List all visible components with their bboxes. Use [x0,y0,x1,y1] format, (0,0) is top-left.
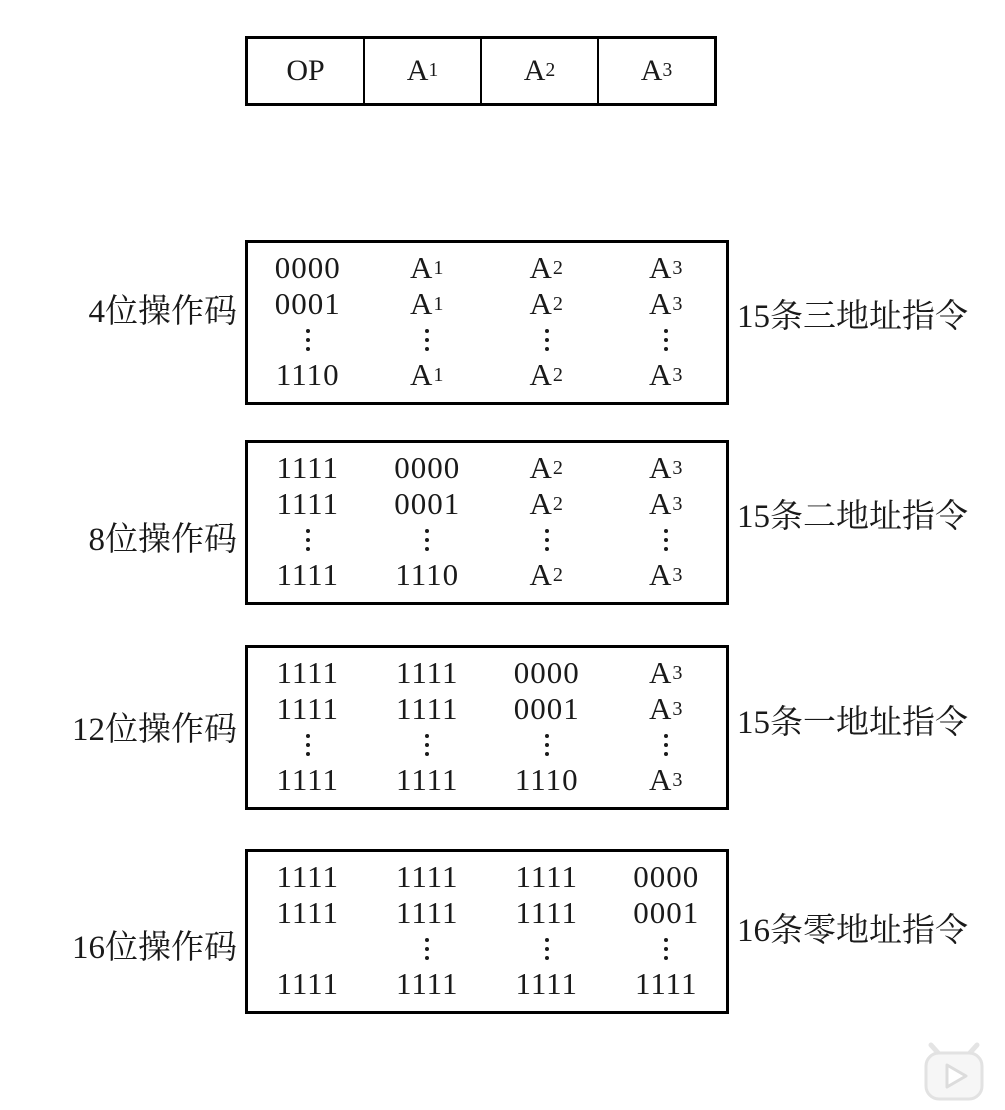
dot [664,347,668,351]
address-field-label: A [649,450,673,485]
dot [664,338,668,342]
box-row [248,250,726,286]
box-cell: A 2 [529,286,564,321]
box-row [248,895,726,931]
dot [306,338,310,342]
vertical-ellipsis [248,322,368,357]
box-row [248,762,726,798]
box-cell: 1110 [395,557,460,592]
dot [425,338,429,342]
box-cell: 1111 [395,895,459,930]
vertical-ellipsis [368,522,488,557]
address-field-label: A [649,250,673,285]
box-cell: 1111 [276,486,340,521]
box-row [248,859,726,895]
vertical-ellipsis [607,522,727,557]
dot [545,734,549,738]
dot [425,743,429,747]
box-cell: 0001 [394,486,461,521]
address-field-label: A [649,286,673,321]
box-row [248,966,726,1002]
box-row [248,450,726,486]
address-field-label: A [410,357,434,392]
vertical-ellipsis [607,322,727,357]
box-cell: 1111 [276,557,340,592]
opcode-block-8bit [245,440,729,605]
opcode-width-label-4bit: 4位操作码 [88,294,237,330]
box-cell: A 3 [649,450,684,485]
box-cell: 1110 [514,762,579,797]
dot [425,956,429,960]
dot [425,529,429,533]
box-row [248,691,726,727]
vertical-ellipsis [368,322,488,357]
dot [425,734,429,738]
box-row [248,286,726,322]
vertical-ellipsis [368,931,488,966]
vertical-ellipsis [607,931,727,966]
box-row [248,557,726,593]
dot [664,529,668,533]
dot [664,547,668,551]
dot [306,347,310,351]
instruction-count-label-one-address: 15条一地址指令 [737,705,968,741]
box-cell [248,931,368,966]
address-field-label: A [529,286,553,321]
vertical-ellipsis [607,727,727,762]
box-cell: 1111 [395,691,459,726]
header-cell-op [248,39,363,103]
box-cell: 1111 [276,895,340,930]
dot [545,956,549,960]
dot [545,947,549,951]
dot [545,529,549,533]
box-row [248,727,726,762]
field-label: A [523,54,546,87]
vertical-ellipsis [368,727,488,762]
box-cell: 1111 [276,859,340,894]
box-cell: A 2 [529,250,564,285]
instruction-count-label-two-address: 15条二地址指令 [737,499,968,535]
box-cell: 1111 [276,691,340,726]
box-cell: 1111 [276,966,340,1001]
tv-play-icon [916,1040,992,1104]
dot [664,947,668,951]
dot [545,743,549,747]
box-cell: A 2 [529,357,564,392]
box-cell: A 1 [410,286,445,321]
address-field-label: A [529,450,553,485]
box-cell: A 2 [529,557,564,592]
box-cell: A 3 [649,486,684,521]
field-label: A [640,54,663,87]
dot [306,538,310,542]
box-cell: A 3 [649,357,684,392]
dot [545,329,549,333]
dot [425,938,429,942]
box-cell: 0001 [274,286,341,321]
dot [425,752,429,756]
box-cell: 1111 [515,895,579,930]
dot [425,547,429,551]
opcode-block-12bit [245,645,729,810]
dot [664,938,668,942]
dot [545,338,549,342]
box-cell: 1111 [515,966,579,1001]
dot [664,743,668,747]
dot [306,329,310,333]
box-cell: 1111 [515,859,579,894]
dot [306,547,310,551]
dot [425,329,429,333]
box-row [248,357,726,393]
address-field-label: A [410,286,434,321]
box-cell: 1111 [395,966,459,1001]
dot [664,752,668,756]
address-field-label: A [649,762,673,797]
box-cell: A 3 [649,762,684,797]
dot [545,938,549,942]
address-field-label: A [529,557,553,592]
header-cell-a1: A 1 [363,39,480,103]
dot [664,329,668,333]
box-cell: 1111 [395,762,459,797]
vertical-ellipsis [487,322,607,357]
header-cell-a3: A 3 [597,39,714,103]
box-cell: A 2 [529,486,564,521]
box-cell: A 3 [649,557,684,592]
header-cell-a2: A 2 [480,39,597,103]
instruction-format-header [245,36,717,106]
address-field-label: A [649,486,673,521]
box-cell: A 3 [649,286,684,321]
box-cell: A 1 [410,250,445,285]
address-field-label: A [649,557,673,592]
opcode-width-label-8bit: 8位操作码 [88,522,237,558]
box-cell: 0000 [274,250,341,285]
opcode-width-label-12bit: 12位操作码 [72,712,237,748]
dot [306,752,310,756]
dot [306,529,310,533]
box-cell: 1111 [276,655,340,690]
address-field-label: A [649,691,673,726]
address-field-label: A [529,357,553,392]
box-row [248,522,726,557]
box-cell: A 1 [410,357,445,392]
dot [545,547,549,551]
dot [664,538,668,542]
box-cell: 0001 [513,691,580,726]
box-cell: 0000 [394,450,461,485]
box-row [248,486,726,522]
vertical-ellipsis [487,931,607,966]
box-cell: 1111 [276,450,340,485]
address-field-label: A [529,250,553,285]
field-label: A [406,54,429,87]
box-cell: A 3 [649,250,684,285]
opcode-block-16bit [245,849,729,1014]
box-cell: 1111 [395,655,459,690]
dot [425,538,429,542]
address-field-label: A [649,357,673,392]
box-cell: 0001 [633,895,700,930]
address-field-label: A [649,655,673,690]
dot [425,347,429,351]
box-row [248,931,726,966]
opcode-block-4bit [245,240,729,405]
vertical-ellipsis [487,522,607,557]
dot [306,743,310,747]
box-cell: 1111 [276,762,340,797]
box-cell: A 2 [529,450,564,485]
dot [664,956,668,960]
dot [545,347,549,351]
box-row [248,655,726,691]
address-field-label: A [529,486,553,521]
box-cell: 1111 [395,859,459,894]
box-cell: 1110 [275,357,340,392]
dot [664,734,668,738]
vertical-ellipsis [248,522,368,557]
box-cell: 0000 [513,655,580,690]
box-cell: 0000 [633,859,700,894]
address-field-label: A [410,250,434,285]
dot [306,734,310,738]
opcode-width-label-16bit: 16位操作码 [72,930,237,966]
instruction-count-label-zero-address: 16条零地址指令 [737,913,968,949]
vertical-ellipsis [248,727,368,762]
dot [545,538,549,542]
dot [545,752,549,756]
vertical-ellipsis [487,727,607,762]
dot [425,947,429,951]
instruction-count-label-three-address: 15条三地址指令 [737,299,968,335]
box-cell: A 3 [649,691,684,726]
box-cell: A 3 [649,655,684,690]
field-label: OP [286,54,325,87]
box-cell: 1111 [634,966,698,1001]
box-row [248,322,726,357]
